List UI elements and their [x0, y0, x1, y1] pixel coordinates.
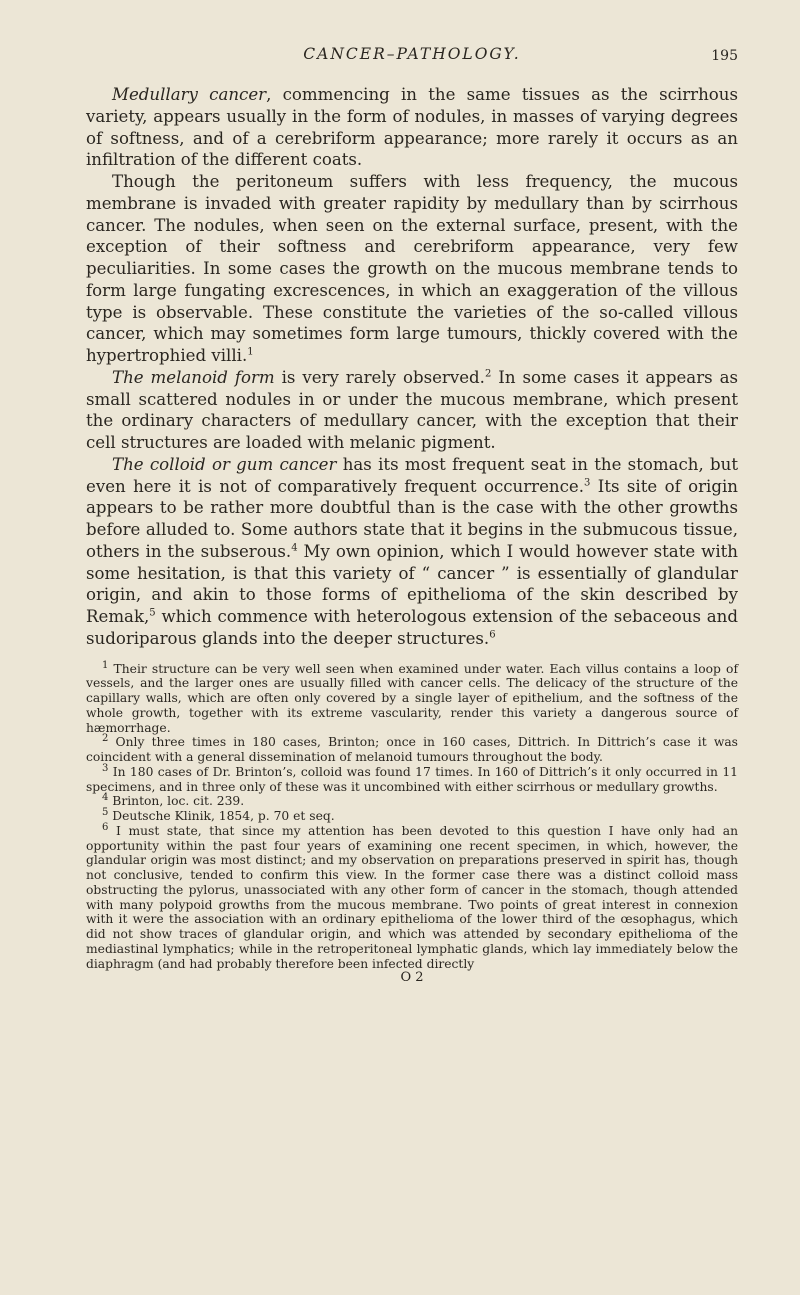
term-colloid: The colloid or gum cancer	[112, 454, 337, 474]
footnote: $^1$ Their structure can be very well seen when examined under water. Each villus contains a loop of vessels, and the larger ones are usually filled with cancer cells. The delicacy of the structure of the capillary walls, which are often only covered by a single layer of epithelium, and the softness of the whole growth, together with its extreme vascularity, render this variety a dangerous source of hæmorrhage.	[86, 659, 738, 735]
body-text	[86, 84, 738, 650]
page-header	[86, 44, 738, 84]
footnotes	[86, 659, 738, 972]
page-number: 195	[711, 48, 738, 64]
paragraph-peritoneum: Though the peritoneum suffers with less frequency, the mucous membrane is invaded with greater rapidity by medullary than by scirrhous cancer. The nodules, when seen on the external surface, present, with the exception of their softness and cerebriform appearance, very few peculiarities. In some cases the growth on the mucous membrane tends to form large fungating excrescences, in which an exaggeration of the villous type is observable. These constitute the varieties of the so-called villous cancer, which may sometimes form large tumours, thickly covered with the hypertrophied villi.$^1$	[86, 172, 738, 365]
footnote: $^5$ Deutsche Klinik, 1854, p. 70 et seq.	[102, 806, 335, 823]
running-head: CANCER–PATHOLOGY.	[303, 45, 521, 63]
footnote: $^2$ Only three times in 180 cases, Brinton; once in 160 cases, Dittrich. In Dittrich’s case it was coincident with a general dissemination of melanoid tumours throughout the body.	[86, 733, 738, 764]
paragraph-colloid: The colloid or gum cancer has its most frequent seat in the stomach, but even here it is not of comparatively frequent occurrence.$^3$ Its site of origin appears to be rather more doubtful than is the case with the other growths before alluded to. Some authors state that it begins in the submucous tissue, others in the subserous.$^4$ My own opinion, which I would however state with some hesitation, is that this variety of “ cancer ” is essentially of glandular origin, and akin to those forms of epithelioma of the skin described by Remak,$^5$ which commence with heterologous extension of the sebaceous and sudoriparous glands into the deeper structures.$^6$	[86, 454, 738, 648]
footnote: $^3$ In 180 cases of Dr. Brinton’s, colloid was found 17 times. In 160 of Dittrich’s it only occurred in 11 specimens, and in three only of these was it uncombined with either scirrhous or medullary growths.	[86, 762, 738, 794]
signature-mark: O 2	[400, 970, 424, 986]
paragraph-melanoid: The melanoid form is very rarely observed.$^2$ In some cases it appears as small scattered nodules in or under the mucous membrane, which present the ordinary characters of medullary cancer, with the exception that their cell structures are loaded with melanic pigment.	[86, 367, 738, 452]
footnote-ref: 6	[489, 629, 496, 641]
term-medullary: Medullary cancer	[112, 85, 267, 104]
footnote-ref: 3	[584, 476, 591, 488]
paragraph-medullary: Medullary cancer, commencing in the same tissues as the scirrhous variety, appears usually in the form of nodules, in masses of varying degrees of softness, and of a cerebriform appearance; more rarely it occurs as an infiltration of the different coats.	[86, 85, 738, 170]
footnote-ref: 1	[247, 346, 254, 358]
footnote-ref: 4	[291, 542, 298, 554]
footnote: $^4$ Brinton, loc. cit. 239.	[102, 792, 245, 809]
footnote-ref: 5	[149, 607, 156, 619]
term-melanoid: The melanoid form	[112, 367, 275, 387]
footnote-ref: 2	[484, 368, 492, 380]
footnote: $^6$ I must state, that since my attention has been devoted to this question I have only had an opportunity within the past four years of examining one recent specimen, in which, however, the glandular origin was most distinct; and my observation on preparations preserved in spirit has, though not conclusive, tended to confirm this view. In the former case there was a distinct colloid mass obstructing the pylorus, unassociated with any other form of cancer in the stomach, though attended with many polypoid growths from the mucous membrane. Two points of great interest in connexion with it were the association with an ordinary epithelioma of the lower third of the œsophagus, which did not show traces of glandular origin, and which was attended by secondary epithelioma of the mediastinal lymphatics; while in the retroperitoneal lymphatic glands, which lay immediately below the diaphragm (and had probably therefore been infected directly	[86, 821, 738, 971]
